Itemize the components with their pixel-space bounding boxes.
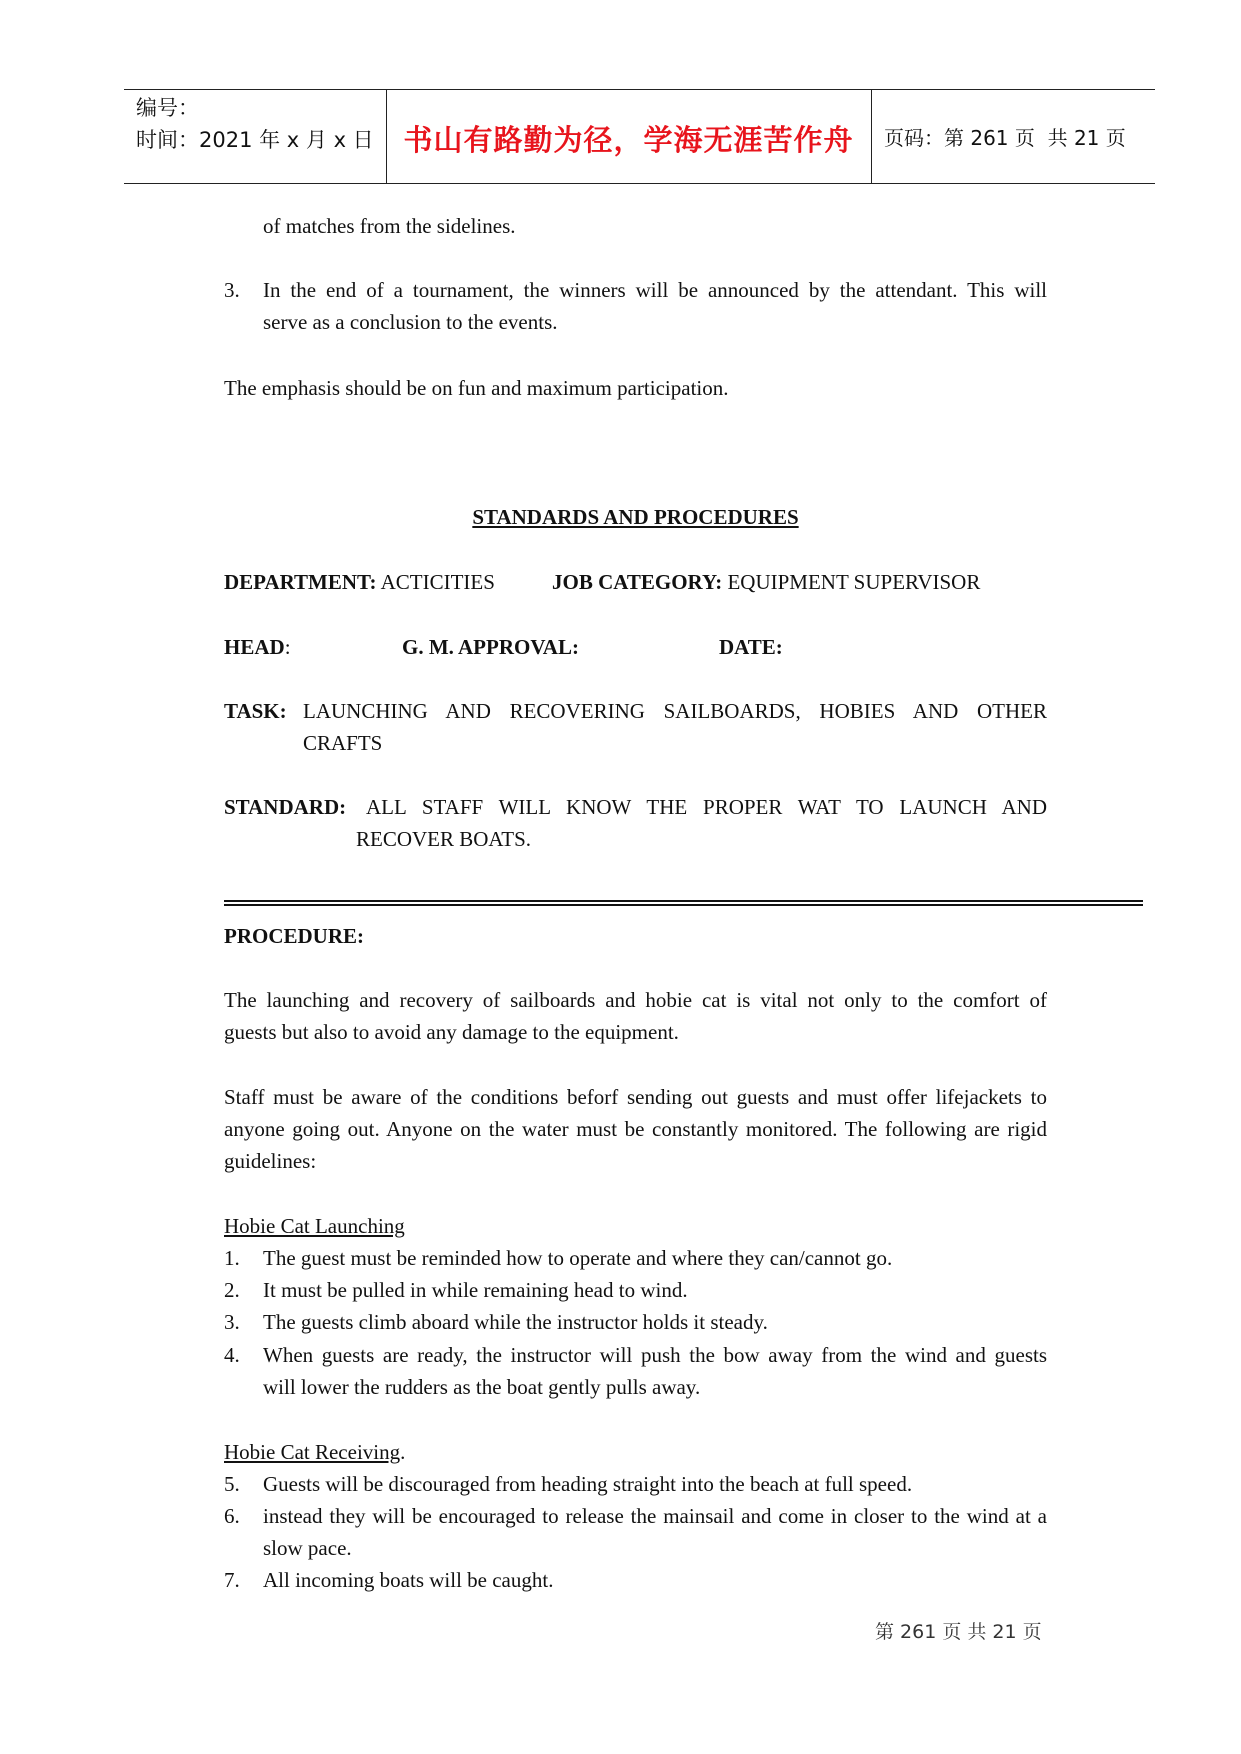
receiving-heading-row [224,1436,405,1468]
launching-heading: Hobie Cat Launching [224,1214,405,1238]
list-item-text: In the end of a tournament, the winners will be announced by the attendant. This will [263,278,1047,302]
list-item-text: slow pace. [263,1536,352,1560]
list-item-text: serve as a conclusion to the events. [263,310,558,334]
standard-text: ALL STAFF WILL KNOW THE PROPER WAT TO LAUNCH AND [366,795,1047,819]
gm-approval-label: G. M. APPROVAL: [402,635,579,659]
page-header [124,89,1155,184]
head-colon: : [284,635,291,659]
procedure-paragraph: The launching and recovery of sailboards and hobie cat is vital not only to the comfort of [224,988,1047,1012]
task-text: CRAFTS [303,731,383,755]
procedure-paragraph: Staff must be aware of the conditions beforf sending out guests and must offer lifejackets to [224,1085,1047,1109]
continued-line: of matches from the sidelines. [263,214,516,238]
emphasis-paragraph: The emphasis should be on fun and maximum participation. [224,376,729,400]
job-category-value: EQUIPMENT SUPERVISOR [727,570,981,594]
list-item-text: When guests are ready, the instructor will push the bow away from the wind and guests [263,1343,1047,1367]
task-label: TASK: [224,699,287,723]
department-value: ACTICITIES [380,570,495,594]
list-number: 5. [224,1472,240,1496]
head-label: HEAD [224,635,285,659]
list-item-text: All incoming boats will be caught. [263,1568,554,1592]
list-item-text: It must be pulled in while remaining head to wind. [263,1278,688,1302]
department-row [224,566,495,598]
list-number: 2. [224,1278,240,1302]
job-category-label: JOB CATEGORY: [552,570,723,594]
list-number: 3. [224,278,240,302]
list-number: 1. [224,1246,240,1270]
procedure-paragraph: guests but also to avoid any damage to the equipment. [224,1020,679,1044]
list-item-text: Guests will be discouraged from heading straight into the beach at full speed. [263,1472,913,1496]
list-number: 4. [224,1343,240,1367]
receiving-heading-period: . [400,1440,406,1464]
page-number-label: 页码：第 261 页 共 21 页 [884,126,1126,150]
serial-number-label: 编号： [136,96,199,120]
procedure-paragraph: anyone going out. Anyone on the water must be constantly monitored. The following are rigid [224,1117,1047,1141]
list-item-text: The guest must be reminded how to operate and where they can/cannot go. [263,1246,893,1270]
header-motto: 书山有路勤为径，学海无涯苦作舟 [403,123,854,157]
list-item-text: will lower the rudders as the boat gently pulls away. [263,1375,701,1399]
procedure-paragraph: guidelines: [224,1149,317,1173]
time-label: 时间：2021 年 x 月 x 日 [136,128,374,152]
head-field [224,631,291,663]
standard-label: STANDARD: [224,795,347,819]
list-number: 7. [224,1568,240,1592]
department-label: DEPARTMENT: [224,570,377,594]
task-text: LAUNCHING AND RECOVERING SAILBOARDS, HOBIES AND OTHER [303,699,1047,723]
receiving-heading: Hobie Cat Receiving [224,1440,401,1464]
header-page-number [884,90,1126,183]
procedure-label: PROCEDURE: [224,924,364,948]
section-title: STANDARDS AND PROCEDURES [472,505,799,529]
double-rule-divider [224,900,1143,906]
list-number: 6. [224,1504,240,1528]
list-item-text: The guests climb aboard while the instructor holds it steady. [263,1310,768,1334]
header-meta [136,92,374,156]
page-footer: 第 261 页 共 21 页 [875,1621,1042,1643]
list-item-text: instead they will be encouraged to release the mainsail and come in closer to the wind at a [263,1504,1047,1528]
header-divider [871,90,872,183]
list-number: 3. [224,1310,240,1334]
standard-text: RECOVER BOATS. [356,827,532,851]
job-category-row [552,566,980,598]
date-label: DATE: [719,635,783,659]
